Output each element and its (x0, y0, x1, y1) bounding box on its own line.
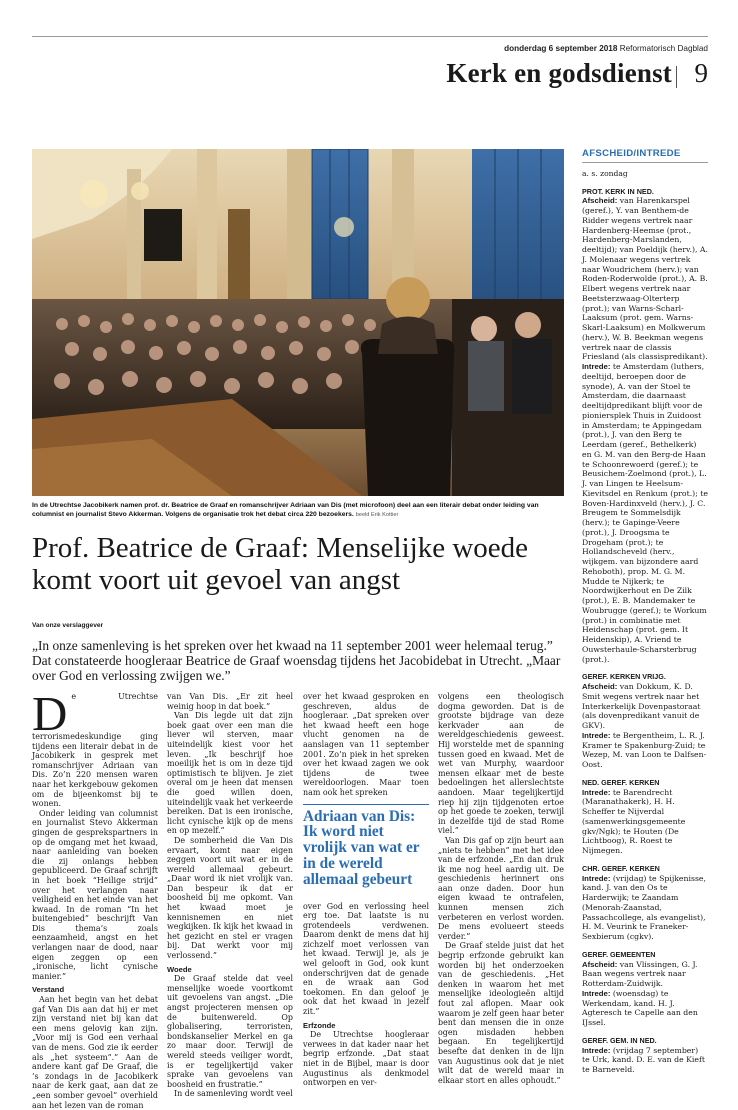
church-name: GEREF. GEM. IN NED. (582, 1035, 657, 1045)
church-name: CHR. GEREF. KERKEN (582, 863, 660, 873)
subheading: Erfzonde (303, 1020, 336, 1030)
article-lead: „In onze samenleving is het spreken over het kwaad na 11 september 2001 weer helemaal terug.” Dat constateerde hoogleraar Beatrice de Graaf woensdag tijdens het Jacobidebat in Utrecht. „Maar over God en verlossing zwijgen we.” (32, 638, 561, 683)
article-photo (32, 149, 564, 496)
issue-date: donderdag 6 september 2018 (504, 44, 618, 53)
sidebar-subheading: a. s. zondag (582, 168, 628, 178)
entry-label: Intrede: (582, 1045, 611, 1055)
pull-quote: Adriaan van Dis: Ik word niet vrolijk van wat er in de wereld allemaal gebeurt (303, 804, 429, 888)
article-column-3 (303, 692, 429, 1088)
church-entry (582, 731, 708, 770)
entry-label: Intrede: (582, 362, 611, 371)
church-block (582, 778, 708, 856)
photo-credit: beeld Erik Kottier (355, 512, 399, 518)
entry-label: Afscheid: (582, 959, 618, 969)
church-entry (582, 1046, 708, 1075)
church-block (582, 950, 708, 1028)
caption-text: In de Utrechtse Jacobikerk namen prof. dr. Beatrice de Graaf en romanschrijver Adriaan van Dis (met microfoon) deel aan een literair debat onder leiding van columnist en journalist Stevo Akkerman. Volgens de organisatie trok het debat circa 220 bezoekers. (32, 502, 539, 518)
section-title: Kerk en godsdienst (446, 58, 672, 88)
top-rule (32, 36, 708, 37)
drop-cap: D (32, 686, 68, 741)
masthead-date (504, 44, 708, 53)
paragraph: De Graaf stelde dat veel menselijke woede voortkomt uit gevoelens van angst. „Die angst projecteren mensen op de buitenwereld. Op globalisering, terroristen, bondskanselier Merkel en ga zo maar door. Terwijl de wereld steeds veiliger wordt, is er tegelijkertijd vaker sprake van gevoelens van boosheid en frustratie.” (167, 974, 293, 1089)
church-entry (582, 989, 708, 1028)
entry-label: Intrede: (582, 787, 611, 797)
church-entry (582, 362, 708, 664)
entry-label: Afscheid: (582, 196, 618, 206)
church-block (582, 187, 708, 665)
church-name: GEREF. GEMEENTEN (582, 949, 656, 959)
church-entry (582, 874, 708, 942)
entry-label: Afscheid: (582, 682, 618, 691)
entry-label: Intrede: (582, 873, 611, 883)
church-name: GEREF. KERKEN VRIJG. (582, 672, 666, 682)
entry-label: Intrede: (582, 988, 611, 998)
photo-caption (32, 501, 564, 520)
paper-name: Reformatorisch Dagblad (619, 44, 708, 53)
entry-text: (vrijdag) te Spijkenisse, kand. J. van den Os te Harderwijk; te Zaandam (Menorah-Zaanstad, Passachcollege, als evangelist), H. M. Veurink te Franeker-Sexbierum (cgkv). (582, 873, 706, 941)
church-debat-illustration (32, 149, 564, 496)
paragraph: De Utrechtse hoogleraar verwees in dat kader naar het begrip erfzonde. „Dat staat niet in de Bijbel, maar is door Augustinus als denkmodel ontworpen en ver- (303, 1030, 429, 1088)
entry-text: van Harenkarspel (geref.), Y. van Benthem-de Ridder wegens vertrek naar Hardenberg-Heemse (prot., Hardenberg-Marslanden, deeltijd); van Poeldijk (herv.), A. J. Molenaar wegens vertrek naar Woudrichem (herv.); van Roden-Roderwolde (prot.), A. B. Elbert wegens vertrek naar Beetsterzwaag-Olterterp (prot.); van Warns-Scharl-Laaksum (prot. gem. Warns-Skarl-Laaksum) en Molkwerum (herv.), W. B. Beekman wegens vertrek naar de classis Friesland (als classispredikant). (582, 196, 708, 362)
church-entry (582, 960, 708, 989)
paragraph: De somberheid die Van Dis ervaart, komt naar eigen zeggen voort uit wat er in de wereld allemaal gebeurt. „Daar word ik niet vrolijk van. Dan bespeur ik dat er boosheid bij me opkomt. Van het kwaad moet je kennisnemen en niet wegkijken. Ik kijk het kwaad in het gezicht en stel er vragen bij. Dat werkt voor mij verlossend.” (167, 835, 293, 961)
subheading: Verstand (32, 985, 65, 995)
paragraph: volgens een theologisch dogma geworden. Dat is de grootste bijdrage van deze kerkvader aan de wereldgeschiedenis geweest. Hij worstelde met de spanning tussen goed en kwaad. Met de wet van Murphy, waardoor mensen elkaar met de beste bedoelingen het allerslechtste aandoen. Maar tegelijkertijd riep hij zijn tijdgenoten ertoe op het goede te zoeken, terwijl in dezelfde tijd de stad Rome viel.” (438, 692, 564, 836)
church-block (582, 1036, 708, 1075)
subheading: Woede (167, 964, 192, 974)
article-column-4 (438, 692, 564, 1085)
paragraph: over het kwaad gesproken en geschreven, aldus de hoogleraar. „Dat spreken over het kwaad heeft een hoge vlucht genomen na de aanslagen van 11 september 2001. Zo’n piek in het spreken over het kwaad zagen we ook tijdens de twee wereldoorlogen. Maar toen nam ook het spreken (303, 692, 429, 797)
paragraph: over God en verlossing heel erg toe. Dat laatste is nu grotendeels verdwenen. Daarom denkt de mens dat hij zichzelf moet verlossen van het kwaad. Terwijl je, als je wel gelooft in God, ook kunt onderschrijven dat de genade en de wraak aan God toekomen. En dan geloof je ook dat het kwaad in jezelf zit.” (303, 901, 429, 1017)
church-name: PROT. KERK IN NED. (582, 186, 654, 196)
paragraph: Van Dis legde uit dat zijn boek gaat over een man die liever wil sterven, maar uiteindelijk kiest voor het leven. „Ik beschrijf hoe moeilijk het is om in deze tijd optimistisch te blijven. Je ziet overal om je heen dat mensen die goed willen doen, uiteindelijk vaak het verkeerde bereiken. Dat is een ironische, licht cynische kijk op de mens en op mezelf.” (167, 711, 293, 836)
entry-text: van Dokkum, K. D. Smit wegens vertrek naar het Interkerkelijk Dovenpastoraat (als dovenpredikant vanuit de GKV). (582, 682, 701, 730)
article-column-2 (167, 692, 293, 1099)
church-block (582, 672, 708, 770)
church-block (582, 864, 708, 942)
paragraph: De Graaf stelde juist dat het begrip erfzonde gebruikt kan worden bij het onderzoeken van de geschiedenis. „Het denken in waarom het met menselijke ideologieën altijd fout zal aflopen. Maar ook waarom je zelf geen haar beter bent dan mensen die in onze ogen misdaden hebben begaan. En tegelijkertijd besefte dat denken in de lijn van Augustinus ook dat je niet wilt dat de wereld maar in elkaar stort en alles ophoudt.” (438, 941, 564, 1085)
entry-text: van Vlissingen, G. J. Baan wegens vertrek naar Rotterdam-Zuidwijk. (582, 959, 698, 988)
sidebar-afscheid-intrede (582, 149, 708, 1083)
paragraph: Onder leiding van columnist en journalist Stevo Akkerman gingen de gesprekspartners in op de omgang met het kwaad, naar aanleiding van boeken die zij onlangs hebben gepubliceerd. De Graaf schrijft in het boek “Heilige strijd” over het verlangen naar veiligheid en het einde van het kwaad. In de roman “In het buitengebied” beschrijft Van Dis thema’s zoals eenzaamheid, angst en het verlangen naar de dood, naar eigen zeggen op een „ironische, licht cynische manier.” (32, 808, 158, 981)
page-divider (676, 66, 677, 88)
article-byline: Van onze verslaggever (32, 622, 104, 629)
paragraph: In de samenleving wordt veel (174, 1089, 293, 1099)
paragraph: e Utrechtse terrorismedeskundige ging tijdens een literair debat in de Jacobikerk in gesprek met romanschrijver Adriaan van Dis. Zo’n 220 mensen waren naar het kerkgebouw gekomen om de bijeenkomst bij te wonen. (32, 692, 158, 809)
entry-text: (woensdag) te Werkendam, kand. H. J. Agteresch te Capelle aan den IJssel. (582, 988, 698, 1027)
sidebar-heading: AFSCHEID/INTREDE (582, 149, 708, 163)
church-entry (582, 788, 708, 856)
paragraph: van Van Dis. „Er zit heel weinig hoop in dat boek.” (167, 692, 293, 711)
paragraph: Van Dis gaf op zijn beurt aan „niets te hebben” met het idee van de erfzonde. „En dan druk ik me nog heel aardig uit. De geschiedenis herinnert ons aan onze daden. Door hun eigen kwaad te ontrafelen, kunnen mensen zich verbeteren en verlost worden. De mens evolueert steeds verder.” (438, 835, 564, 941)
entry-text: te Barendrecht (Maranathakerk), H. H. Scheffer te Nijverdal (samenwerkingsgemeente gkv/Ngk); te Houten (De Lichtboog), R. Roest te Nijmegen. (582, 787, 686, 855)
entry-text: te Amsterdam (luthers, deeltijd, beroepen door de synode), A. van der Stoel te Amsterdam, die daarnaast deeltijdpredikant blijft voor de pioniersplek Thuis in Zuidoost in Amsterdam; te Appingedam (prot.), J. van den Berg te Leerdam (geref., Bethelkerk) en G. M. van den Berg-de Haan te Schoonrewoerd (geref.); te Beusichem-Zoelmond (prot.), L. J. van Lingen te Heelsum-Kievitsdel en Renkum (prot.); te Boven-Hardinxveld (herv.), J. C. Breugem te Sommelsdijk (herv.); te Gapinge-Veere (prot.), J. Droogsma te Drogeham (prot.); te Hollandscheveld (herv., wijkgem. van bijzondere aard Rehoboth), prop. M. G. M. Mudde te Nijkerk; te Noordwijkerhout en De Zilk (prot.), E. B. Mandemaker te Woubrugge (geref.); te Workum (prot.) in combinatie met Heidenschap (prot. gem. It Heidenskip), A. Vriend te Ouwsterhaule-Scharsterbrug (prot.). (582, 362, 708, 664)
entry-text: (vrijdag 7 september) te Urk, kand. D. E. van de Kieft te Barneveld. (582, 1045, 705, 1074)
article-column-1 (32, 686, 158, 1110)
church-entry (582, 682, 708, 731)
entry-text: te Bergentheim, L. R. J. Kramer te Spakenburg-Zuid; te Wezep, M. van Loon te Dalfsen-Oost. (582, 730, 707, 769)
article-headline: Prof. Beatrice de Graaf: Menselijke woede komt voort uit gevoel van angst (32, 532, 529, 596)
paragraph: Aan het begin van het debat gaf Van Dis aan dat hij er met zijn verstand niet bij kan dat een mens gelovig kan zijn. „Voor mij is God een verhaal van de mens. God zie ik eerder als „het systeem”.” Aan de andere kant gaf De Graaf, die ’s zondags in de Jacobikerk naar de kerk gaat, aan dat ze „een somber gevoel” overhield aan het lezen van de roman (32, 995, 158, 1110)
entry-label: Intrede: (582, 730, 611, 740)
church-entry (582, 196, 708, 362)
page-number: 9 (694, 58, 708, 88)
church-name: NED. GEREF. KERKEN (582, 777, 660, 787)
